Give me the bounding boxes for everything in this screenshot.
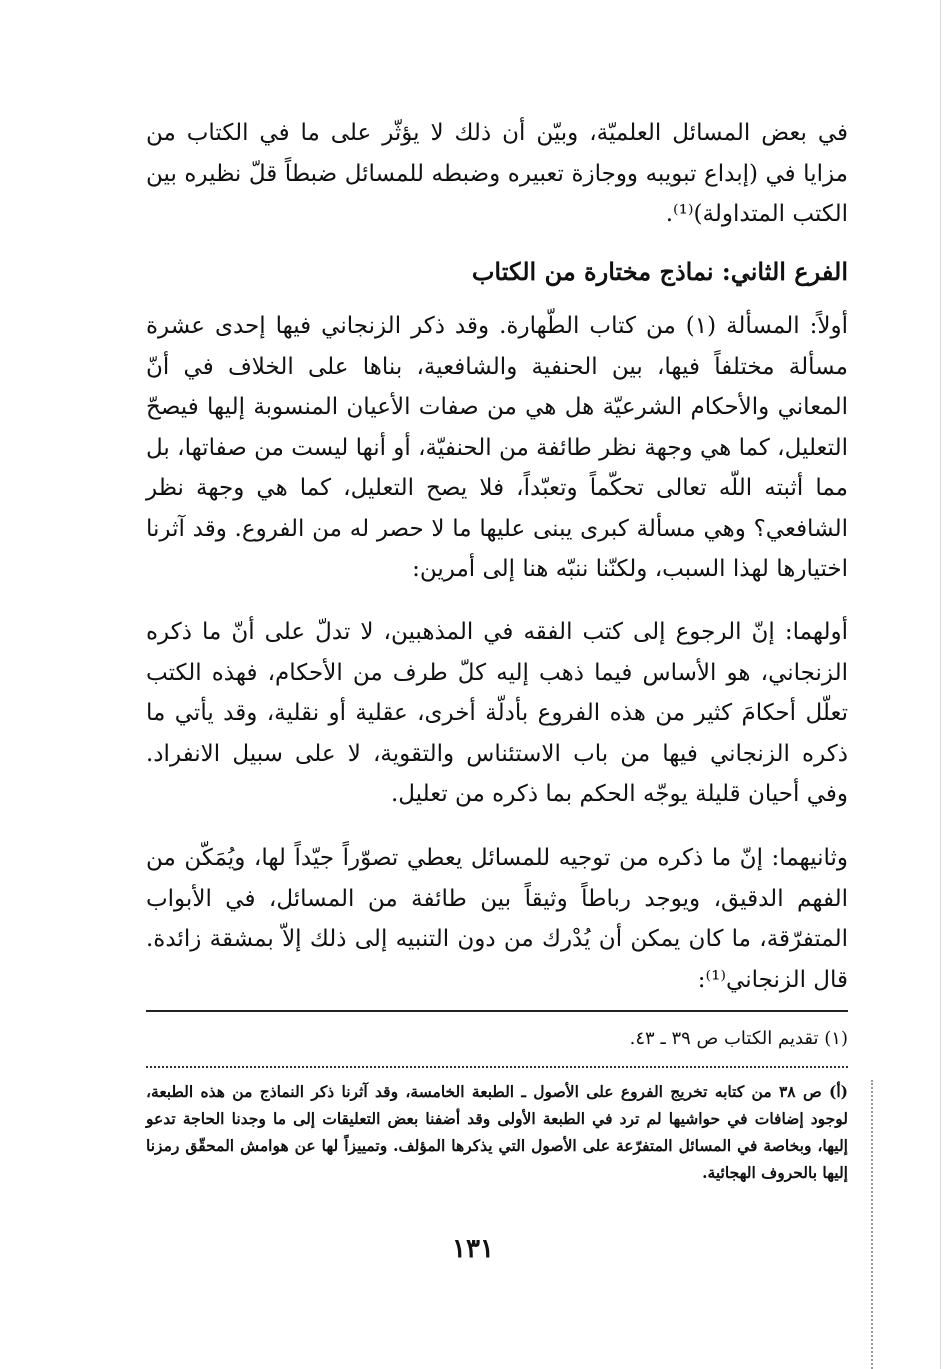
scan-margin-dots (871, 1080, 873, 1369)
paragraph-3: وثانيهما: إنّ ما ذكره من توجيه للمسائل يعطي تصوّراً جيّداً لها، ويُمَكّن من الفهم الدقيق، ويوجد رباطاً وثيقاً بين طائفة من المسائل، في الأبواب المتفرّقة، ما كان يمكن أن يُدْرك من دون التنبيه إلى ذلك إلاّ بمشقة زائدة. قال الزنجاني⁽¹⁾: (146, 845, 848, 993)
intro-paragraph: في بعض المسائل العلميّة، وبيّن أن ذلك لا يؤثّر على ما في الكتاب من مزايا في (إبداع تبويبه ووجازة تعبيره وضبطه للمسائل ضبطاً قلّ نظيره بين الكتب المتداولة)⁽¹⁾. (146, 120, 848, 227)
paragraph-1-block (146, 306, 848, 590)
footnote-2: (أ) ص ٣٨ من كتابه تخريج الفروع على الأصول ـ الطبعة الخامسة، وقد آثرنا ذكر النماذج من هذه الطبعة، لوجود إضافات في حواشيها لم ترد في الطبعة الأولى وقد أضفنا بعض التعليقات إلى ما وجدنا الحاجة تدعو إليها، وبخاصة في المسائل المتفرّعة على الأصول التي يذكرها المؤلف. وتمييزاً لها عن هوامش المحقّق رمزنا إليها بالحروف الهجائية. (146, 1082, 848, 1182)
section-heading: الفرع الثاني: نماذج مختارة من الكتاب (471, 257, 848, 286)
page-number: ١٣١ (452, 1234, 494, 1264)
footnote-dotted-divider (146, 1066, 848, 1068)
scan-edge-line (940, 0, 941, 1369)
paragraph-2: أولهما: إنّ الرجوع إلى كتب الفقه في المذهبين، لا تدلّ على أنّ ما ذكره الزنجاني، هو الأساس فيما ذهب إليه كلّ طرف من الأحكام، فهذه الكتب تعلّل أحكامَ كثير من هذه الفروع بأدلّة أخرى، عقلية أو نقلية، وقد يأتي ما ذكره الزنجاني فيها من باب الاستئناس والتقوية، لا على سبيل الانفراد. وفي أحيان قليلة يوجّه الحكم بما ذكره من تعليل. (146, 619, 848, 807)
paragraph-3-block (146, 838, 848, 1000)
footnote-1: (١) تقديم الكتاب ص ٣٩ ـ ٤٣. (629, 1028, 848, 1049)
footnote-separator (146, 1010, 848, 1012)
paragraph-2-block (146, 612, 848, 815)
intro-paragraph-block (146, 113, 848, 235)
paragraph-1: أولاً: المسألة (١) من كتاب الطّهارة. وقد ذكر الزنجاني فيها إحدى عشرة مسألة مختلفاً فيها، بين الحنفية والشافعية، بناها على الخلاف في أنّ المعاني والأحكام الشرعيّة هل هي من صفات الأعيان المنسوبة إليها فيصحّ التعليل، كما هي وجهة نظر طائفة من الحنفيّة، أو أنها ليست من صفاتها، بل مما أثبته اللّه تعالى تحكّماً وتعبّداً، فلا يصح التعليل، كما هي وجهة نظر الشافعي؟ وهي مسألة كبرى يبنى عليها ما لا حصر له من الفروع. وقد آثرنا اختيارها لهذا السبب، ولكنّنا ننبّه هنا إلى أمرين: (146, 313, 848, 582)
